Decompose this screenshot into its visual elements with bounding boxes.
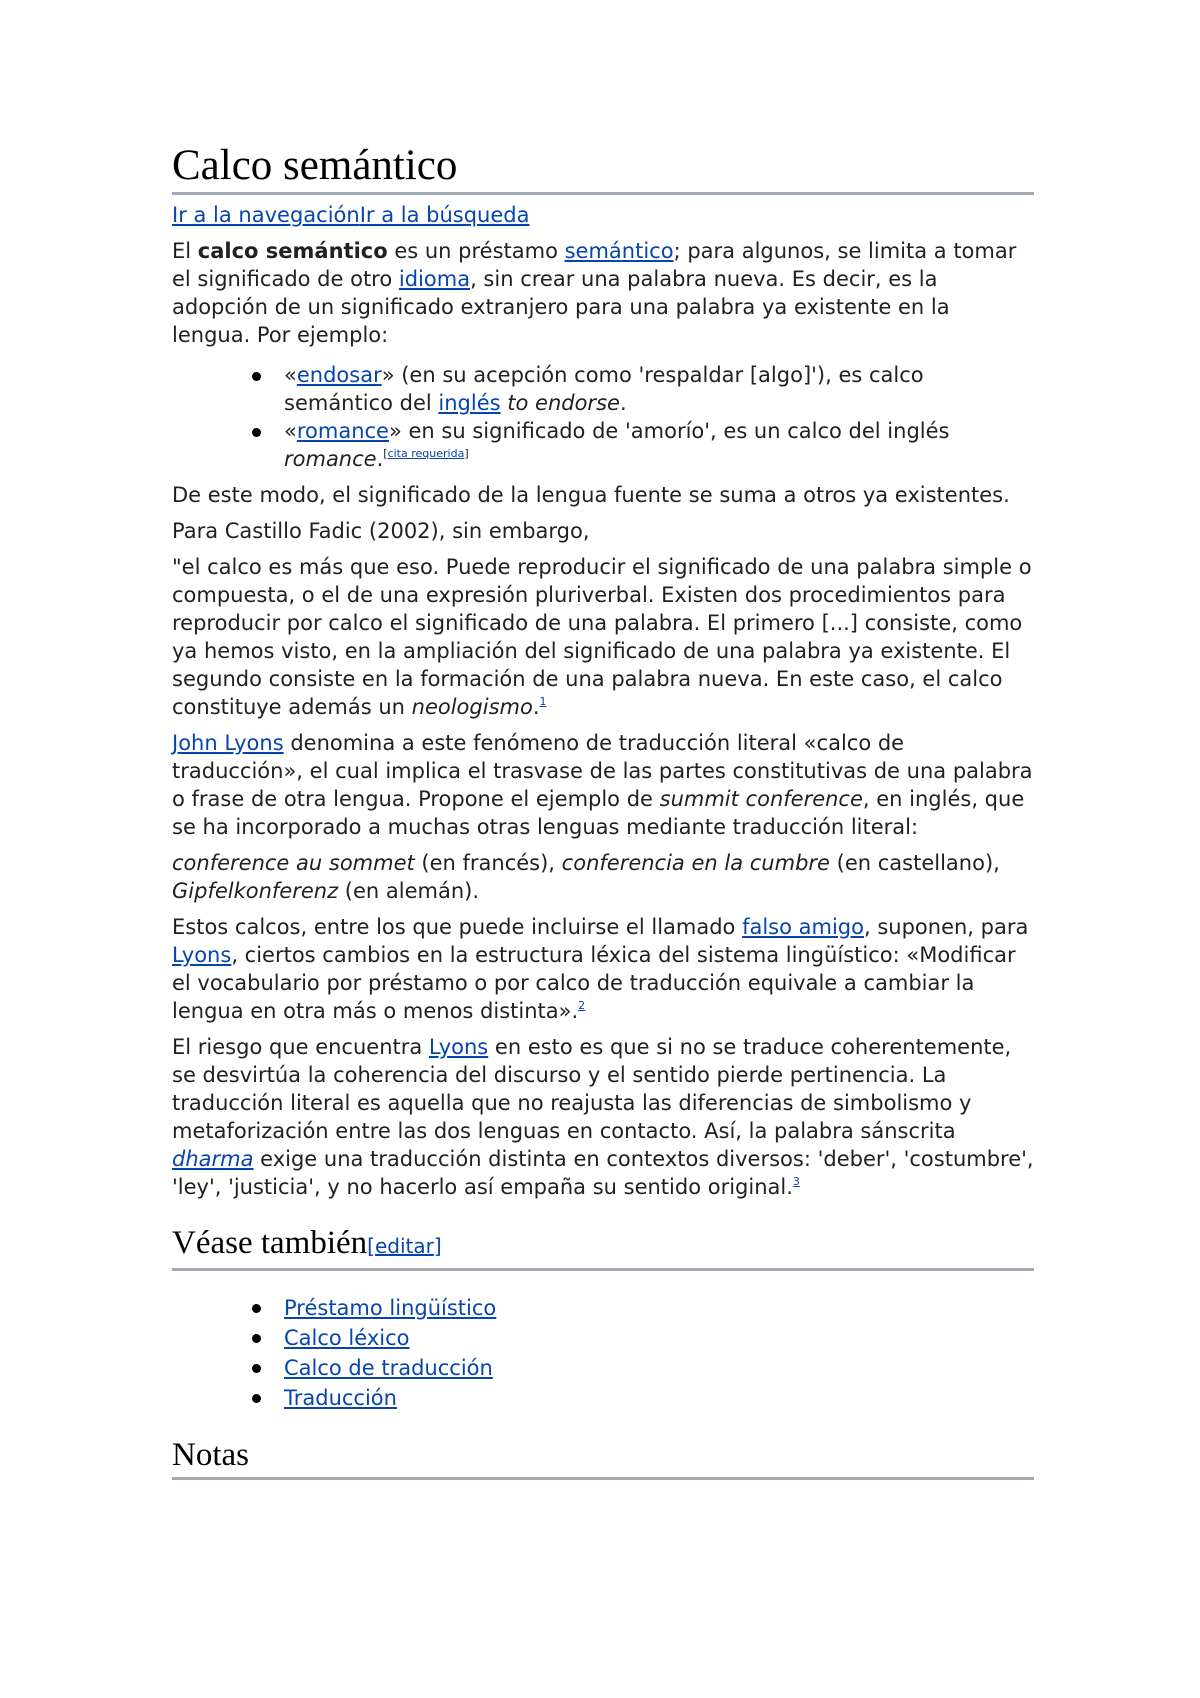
examples-list (172, 361, 1034, 473)
reference-link-1[interactable]: 1 (539, 695, 547, 708)
paragraph: Estos calcos, entre los que puede incluirse el llamado falso amigo, suponen, para Lyons, ciertos cambios en la estructura léxica del sistema lingüístico: «Modificar el vocabulario por préstamo o por calco de traducción equivale a cambiar la lengua en otra más o menos distinta».$^2$ (172, 915, 1029, 1023)
intro-paragraph: El calco semántico es un préstamo semántico; para algunos, se limita a tomar el significado de otro idioma, sin crear una palabra nueva. Es decir, es la adopción de un significado extranjero para una palabra ya existente en la lengua. Por ejemplo: (172, 239, 1017, 347)
list-item (284, 1293, 1034, 1323)
citation-needed: [cita requerida] (383, 447, 469, 460)
list-item (284, 1383, 1034, 1413)
link-falso-amigo[interactable]: falso amigo (742, 915, 864, 939)
reference-link-3[interactable]: 3 (792, 1175, 800, 1188)
link-lyons[interactable]: Lyons (428, 1035, 489, 1059)
link-calco-lexico[interactable]: Calco léxico (284, 1326, 410, 1350)
link-prestamo-linguistico[interactable]: Préstamo lingüístico (284, 1296, 497, 1320)
citation-needed-link[interactable]: cita requerida (387, 447, 465, 460)
term-bold: calco semántico (197, 239, 388, 263)
paragraph: John Lyons denomina a este fenómeno de traducción literal «calco de traducción», el cual implica el trasvase de las partes constitutivas de una palabra o frase de otra lengua. Propone el ejemplo de summit conference, en inglés, que se ha incorporado a muchas otras lenguas mediante traducción literal: (172, 731, 1033, 839)
link-traduccion[interactable]: Traducción (284, 1386, 397, 1410)
link-idioma[interactable]: idioma (398, 267, 471, 291)
jump-to-navigation-link[interactable]: Ir a la navegación (172, 203, 360, 227)
jump-to-search-link[interactable]: Ir a la búsqueda (359, 203, 530, 227)
edit-section: [editar] (367, 1234, 442, 1258)
edit-link[interactable]: editar (374, 1234, 434, 1258)
section-heading-see-also: Véase también[editar] (172, 1221, 1034, 1271)
quote-paragraph: "el calco es más que eso. Puede reproducir el significado de una palabra simple o compuesta, o el de una expresión pluriverbal. Existen dos procedimientos para reproducir por calco el significado de una palabra. El primero [...] consiste, como ya hemos visto, en la ampliación del significado de una palabra ya existente. El segundo consiste en la formación de una palabra nueva. En este caso, el calco constituye además un neologismo.$^1$ (172, 555, 1032, 719)
link-endosar[interactable]: endosar (296, 363, 382, 387)
link-dharma[interactable]: dharma (172, 1147, 254, 1171)
link-romance[interactable]: romance (296, 419, 389, 443)
reference-link-2[interactable]: 2 (578, 999, 586, 1012)
list-item (284, 1323, 1034, 1353)
link-semantico[interactable]: semántico (564, 239, 674, 263)
link-ingles[interactable]: inglés (438, 391, 501, 415)
link-john-lyons[interactable]: John Lyons (172, 731, 284, 755)
link-lyons[interactable]: Lyons (172, 943, 232, 967)
link-calco-de-traduccion[interactable]: Calco de traducción (284, 1356, 493, 1380)
see-also-list (172, 1293, 1034, 1413)
paragraph: De este modo, el significado de la lengua fuente se suma a otros ya existentes. (172, 483, 1010, 507)
list-item (284, 1353, 1034, 1383)
list-item: «endosar» (en su acepción como 'respaldar [algo]'), es calco semántico del inglés to endorse. (284, 361, 1034, 417)
paragraph: Para Castillo Fadic (2002), sin embargo, (172, 519, 590, 543)
paragraph: conference au sommet (en francés), conferencia en la cumbre (en castellano), Gipfelkonferenz (en alemán). (172, 851, 1000, 903)
article (172, 140, 1034, 1502)
section-heading-notes: Notas (172, 1433, 1034, 1480)
jump-links (172, 201, 1034, 229)
paragraph: El riesgo que encuentra Lyons en esto es que si no se traduce coherentemente, se desvirtúa la coherencia del discurso y el sentido pierde pertinencia. La traducción literal es aquella que no reajusta las diferencias de simbolismo y metaforización entre las dos lenguas en contacto. Así, la palabra sánscrita dharma exige una traducción distinta en contextos diversos: 'deber', 'costumbre', 'ley', 'justicia', y no hacerlo así empaña su sentido original.$^3$ (172, 1035, 1034, 1199)
list-item: «romance» en su significado de 'amorío', es un calco del inglés romance.[cita requerida] (284, 417, 1034, 473)
page-title: Calco semántico (172, 140, 1034, 195)
